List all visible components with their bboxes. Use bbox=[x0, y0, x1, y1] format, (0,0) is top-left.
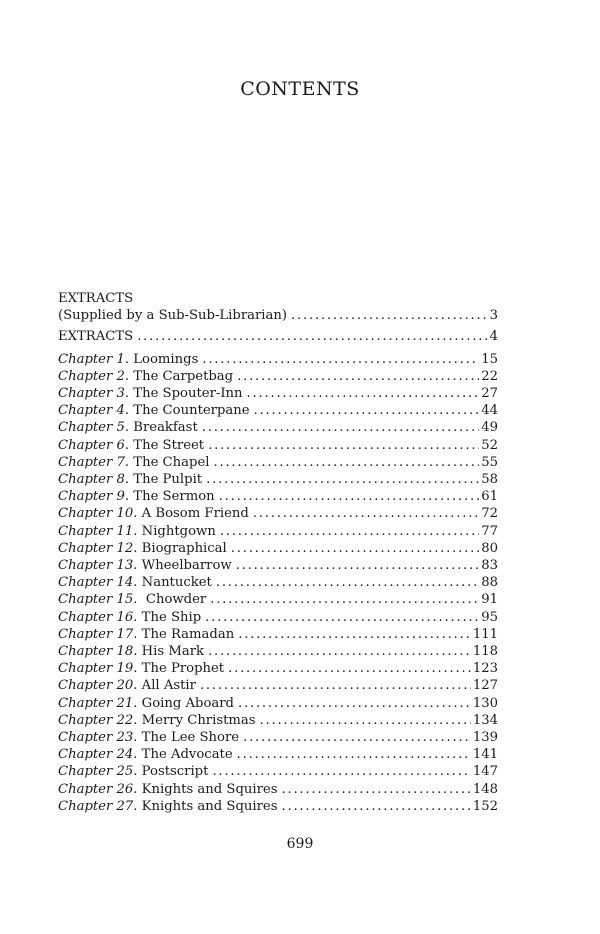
toc-entry-label bbox=[58, 763, 208, 780]
chapter-prefix: Chapter 13 bbox=[58, 558, 134, 574]
dot-leader bbox=[247, 385, 480, 402]
toc-entry-label bbox=[58, 660, 224, 677]
toc-entry-page: 27 bbox=[481, 386, 498, 402]
toc-chapter-entry[interactable] bbox=[58, 609, 498, 626]
chapter-title: . Loomings bbox=[124, 351, 199, 367]
dot-leader bbox=[291, 307, 488, 324]
toc-entry-label bbox=[58, 523, 216, 540]
toc-entry-page: 83 bbox=[481, 558, 498, 574]
chapter-prefix: Chapter 2 bbox=[58, 368, 125, 384]
chapter-prefix: Chapter 6 bbox=[58, 437, 125, 453]
dot-leader bbox=[212, 763, 470, 780]
dot-leader bbox=[208, 437, 479, 454]
dot-leader bbox=[137, 328, 487, 345]
chapter-prefix: Chapter 23 bbox=[58, 730, 134, 746]
chapter-title: . The Counterpane bbox=[124, 403, 250, 419]
chapter-title: . The Lee Shore bbox=[133, 730, 240, 746]
toc-entry-label bbox=[58, 781, 277, 798]
chapter-prefix: Chapter 3 bbox=[58, 386, 125, 402]
toc-entry-supplied[interactable] bbox=[58, 307, 498, 324]
dot-leader bbox=[208, 643, 471, 660]
dot-leader bbox=[202, 351, 479, 368]
toc-entry-label bbox=[58, 454, 209, 471]
toc-entry-page: 52 bbox=[481, 437, 498, 453]
toc-entry-label bbox=[58, 677, 196, 694]
dot-leader bbox=[281, 798, 470, 815]
chapter-title: . Postscript bbox=[133, 764, 209, 780]
chapter-prefix: Chapter 27 bbox=[58, 798, 134, 814]
toc-entry-label bbox=[58, 437, 204, 454]
dot-leader bbox=[220, 523, 479, 540]
toc-entry-page: 152 bbox=[472, 798, 498, 814]
toc-entry-page: 141 bbox=[472, 747, 498, 763]
toc-chapter-entry[interactable] bbox=[58, 781, 498, 798]
toc-chapter-entry[interactable] bbox=[58, 626, 498, 643]
chapter-prefix: Chapter 19 bbox=[58, 661, 134, 677]
chapter-prefix: Chapter 7 bbox=[58, 454, 125, 470]
toc-chapter-entry[interactable] bbox=[58, 695, 498, 712]
toc-entry-page: 15 bbox=[481, 351, 498, 367]
chapter-prefix: Chapter 24 bbox=[58, 747, 134, 763]
toc-entry-page: 123 bbox=[472, 661, 498, 677]
toc-entry-label bbox=[58, 729, 239, 746]
toc-entry-page: 118 bbox=[472, 644, 498, 660]
toc-entry-page: 134 bbox=[472, 712, 498, 728]
page-number: 699 bbox=[286, 836, 314, 852]
toc-chapter-entry[interactable] bbox=[58, 574, 498, 591]
dot-leader bbox=[254, 402, 480, 419]
toc-entry-extracts[interactable] bbox=[58, 328, 498, 345]
toc-entry-page: 91 bbox=[481, 592, 498, 608]
table-of-contents bbox=[58, 290, 498, 815]
toc-entry-page: 58 bbox=[481, 472, 498, 488]
chapter-title: . Going Aboard bbox=[133, 695, 234, 711]
toc-entry-page: 88 bbox=[481, 575, 498, 591]
toc-entry-page: 72 bbox=[481, 506, 498, 522]
toc-entry-label bbox=[58, 488, 215, 505]
toc-entry-label bbox=[58, 419, 198, 436]
toc-entry-page: 49 bbox=[481, 420, 498, 436]
chapter-title: . The Prophet bbox=[133, 661, 225, 677]
toc-entry-label bbox=[58, 798, 277, 815]
chapter-title: . The Ramadan bbox=[133, 626, 235, 642]
toc-entry-label: (Supplied by a Sub-Sub-Librarian) bbox=[58, 308, 288, 324]
toc-entry-page: 127 bbox=[472, 678, 498, 694]
toc-chapter-entry[interactable] bbox=[58, 488, 498, 505]
chapter-title: . The Sermon bbox=[124, 489, 215, 505]
toc-chapter-entry[interactable] bbox=[58, 729, 498, 746]
chapter-prefix: Chapter 12 bbox=[58, 540, 134, 556]
dot-leader bbox=[228, 660, 471, 677]
toc-entry-label bbox=[58, 591, 206, 608]
chapter-title: . Knights and Squires bbox=[133, 798, 278, 814]
toc-chapter-entry[interactable] bbox=[58, 505, 498, 522]
chapter-prefix: Chapter 21 bbox=[58, 695, 134, 711]
toc-chapter-entry[interactable] bbox=[58, 660, 498, 677]
chapter-title: . All Astir bbox=[133, 678, 196, 694]
toc-chapter-entry[interactable] bbox=[58, 437, 498, 454]
dot-leader bbox=[238, 626, 471, 643]
chapter-title: . Breakfast bbox=[124, 420, 198, 436]
toc-chapter-entry[interactable] bbox=[58, 798, 498, 815]
chapter-prefix: Chapter 10 bbox=[58, 506, 134, 522]
toc-entry-page: 130 bbox=[472, 695, 498, 711]
chapter-prefix: Chapter 11 bbox=[58, 523, 134, 539]
toc-entry-label bbox=[58, 626, 234, 643]
chapter-title: . The Chapel bbox=[124, 454, 210, 470]
toc-entry-page: 3 bbox=[489, 308, 498, 324]
toc-entry-page: 147 bbox=[472, 764, 498, 780]
toc-entry-label bbox=[58, 695, 234, 712]
dot-leader bbox=[206, 471, 479, 488]
page-title: CONTENTS bbox=[240, 78, 360, 100]
toc-entry-page: 22 bbox=[481, 368, 498, 384]
dot-leader bbox=[205, 609, 479, 626]
chapter-title: . The Street bbox=[124, 437, 205, 453]
chapter-title: . Biographical bbox=[133, 540, 227, 556]
chapter-title: . Chowder bbox=[133, 592, 207, 608]
toc-chapter-entry[interactable] bbox=[58, 643, 498, 660]
toc-entry-page: 148 bbox=[472, 781, 498, 797]
toc-chapter-entry[interactable] bbox=[58, 454, 498, 471]
dot-leader bbox=[210, 591, 479, 608]
chapter-title: . The Ship bbox=[133, 609, 202, 625]
chapter-prefix: Chapter 5 bbox=[58, 420, 125, 436]
toc-chapter-entry[interactable] bbox=[58, 385, 498, 402]
chapter-prefix: Chapter 17 bbox=[58, 626, 134, 642]
toc-entry-page: 80 bbox=[481, 540, 498, 556]
toc-entry-label bbox=[58, 574, 212, 591]
toc-chapter-entry[interactable] bbox=[58, 677, 498, 694]
toc-entry-page: 111 bbox=[472, 626, 498, 642]
toc-entry-label bbox=[58, 540, 227, 557]
toc-chapter-entry[interactable] bbox=[58, 557, 498, 574]
dot-leader bbox=[219, 488, 480, 505]
toc-entry-label: EXTRACTS bbox=[58, 329, 134, 345]
chapter-prefix: Chapter 4 bbox=[58, 403, 125, 419]
chapter-prefix: Chapter 15 bbox=[58, 592, 134, 608]
toc-chapter-entry[interactable] bbox=[58, 591, 498, 608]
toc-chapter-entry[interactable] bbox=[58, 763, 498, 780]
toc-entry-page: 77 bbox=[481, 523, 498, 539]
toc-chapter-entry[interactable] bbox=[58, 746, 498, 763]
chapter-title: . Nantucket bbox=[133, 575, 212, 591]
chapter-prefix: Chapter 26 bbox=[58, 781, 134, 797]
toc-entry-label bbox=[58, 643, 204, 660]
chapter-title: . The Spouter-Inn bbox=[124, 386, 243, 402]
toc-entry-page: 44 bbox=[481, 403, 498, 419]
toc-chapter-entry[interactable] bbox=[58, 523, 498, 540]
toc-entry-page: 95 bbox=[481, 609, 498, 625]
toc-chapter-entry[interactable] bbox=[58, 368, 498, 385]
toc-chapter-entry[interactable] bbox=[58, 351, 498, 368]
toc-chapter-entry[interactable] bbox=[58, 402, 498, 419]
chapter-prefix: Chapter 16 bbox=[58, 609, 134, 625]
dot-leader bbox=[236, 557, 480, 574]
chapter-prefix: Chapter 25 bbox=[58, 764, 134, 780]
toc-chapter-entry[interactable] bbox=[58, 712, 498, 729]
toc-entry-page: 139 bbox=[472, 730, 498, 746]
chapter-prefix: Chapter 8 bbox=[58, 472, 125, 488]
dot-leader bbox=[200, 677, 471, 694]
toc-entry-page: 61 bbox=[481, 489, 498, 505]
toc-entry-label bbox=[58, 402, 250, 419]
chapter-title: . Merry Christmas bbox=[133, 712, 256, 728]
toc-chapter-entry[interactable] bbox=[58, 419, 498, 436]
toc-entry-label bbox=[58, 385, 243, 402]
chapter-prefix: Chapter 1 bbox=[58, 351, 125, 367]
chapter-prefix: Chapter 18 bbox=[58, 644, 134, 660]
dot-leader bbox=[281, 781, 470, 798]
toc-entry-page: 55 bbox=[481, 454, 498, 470]
chapter-title: . Nightgown bbox=[133, 523, 216, 539]
toc-entry-label bbox=[58, 557, 232, 574]
chapter-prefix: Chapter 22 bbox=[58, 712, 134, 728]
toc-entry-label bbox=[58, 368, 233, 385]
toc-entry-label bbox=[58, 351, 198, 368]
dot-leader bbox=[237, 368, 479, 385]
dot-leader bbox=[231, 540, 479, 557]
dot-leader bbox=[243, 729, 471, 746]
chapter-title: . His Mark bbox=[133, 644, 205, 660]
toc-entry-label bbox=[58, 609, 201, 626]
toc-entry-label bbox=[58, 712, 256, 729]
dot-leader bbox=[202, 419, 479, 436]
chapter-title: . Knights and Squires bbox=[133, 781, 278, 797]
chapter-title: . The Advocate bbox=[133, 747, 233, 763]
dot-leader bbox=[238, 695, 471, 712]
dot-leader bbox=[253, 505, 479, 522]
dot-leader bbox=[216, 574, 479, 591]
toc-chapter-entry[interactable] bbox=[58, 471, 498, 488]
chapter-prefix: Chapter 20 bbox=[58, 678, 134, 694]
dot-leader bbox=[237, 746, 471, 763]
chapter-title: . The Pulpit bbox=[124, 472, 203, 488]
chapter-list bbox=[58, 351, 498, 815]
dot-leader bbox=[260, 712, 471, 729]
toc-entry-label bbox=[58, 471, 202, 488]
chapter-prefix: Chapter 9 bbox=[58, 489, 125, 505]
extracts-heading: EXTRACTS bbox=[58, 291, 134, 306]
dot-leader bbox=[213, 454, 479, 471]
toc-chapter-entry[interactable] bbox=[58, 540, 498, 557]
chapter-title: . A Bosom Friend bbox=[133, 506, 249, 522]
chapter-prefix: Chapter 14 bbox=[58, 575, 134, 591]
chapter-title: . The Carpetbag bbox=[124, 368, 234, 384]
toc-entry-label bbox=[58, 746, 233, 763]
toc-entry-label bbox=[58, 505, 249, 522]
toc-entry-page: 4 bbox=[489, 329, 498, 345]
chapter-title: . Wheelbarrow bbox=[133, 558, 232, 574]
